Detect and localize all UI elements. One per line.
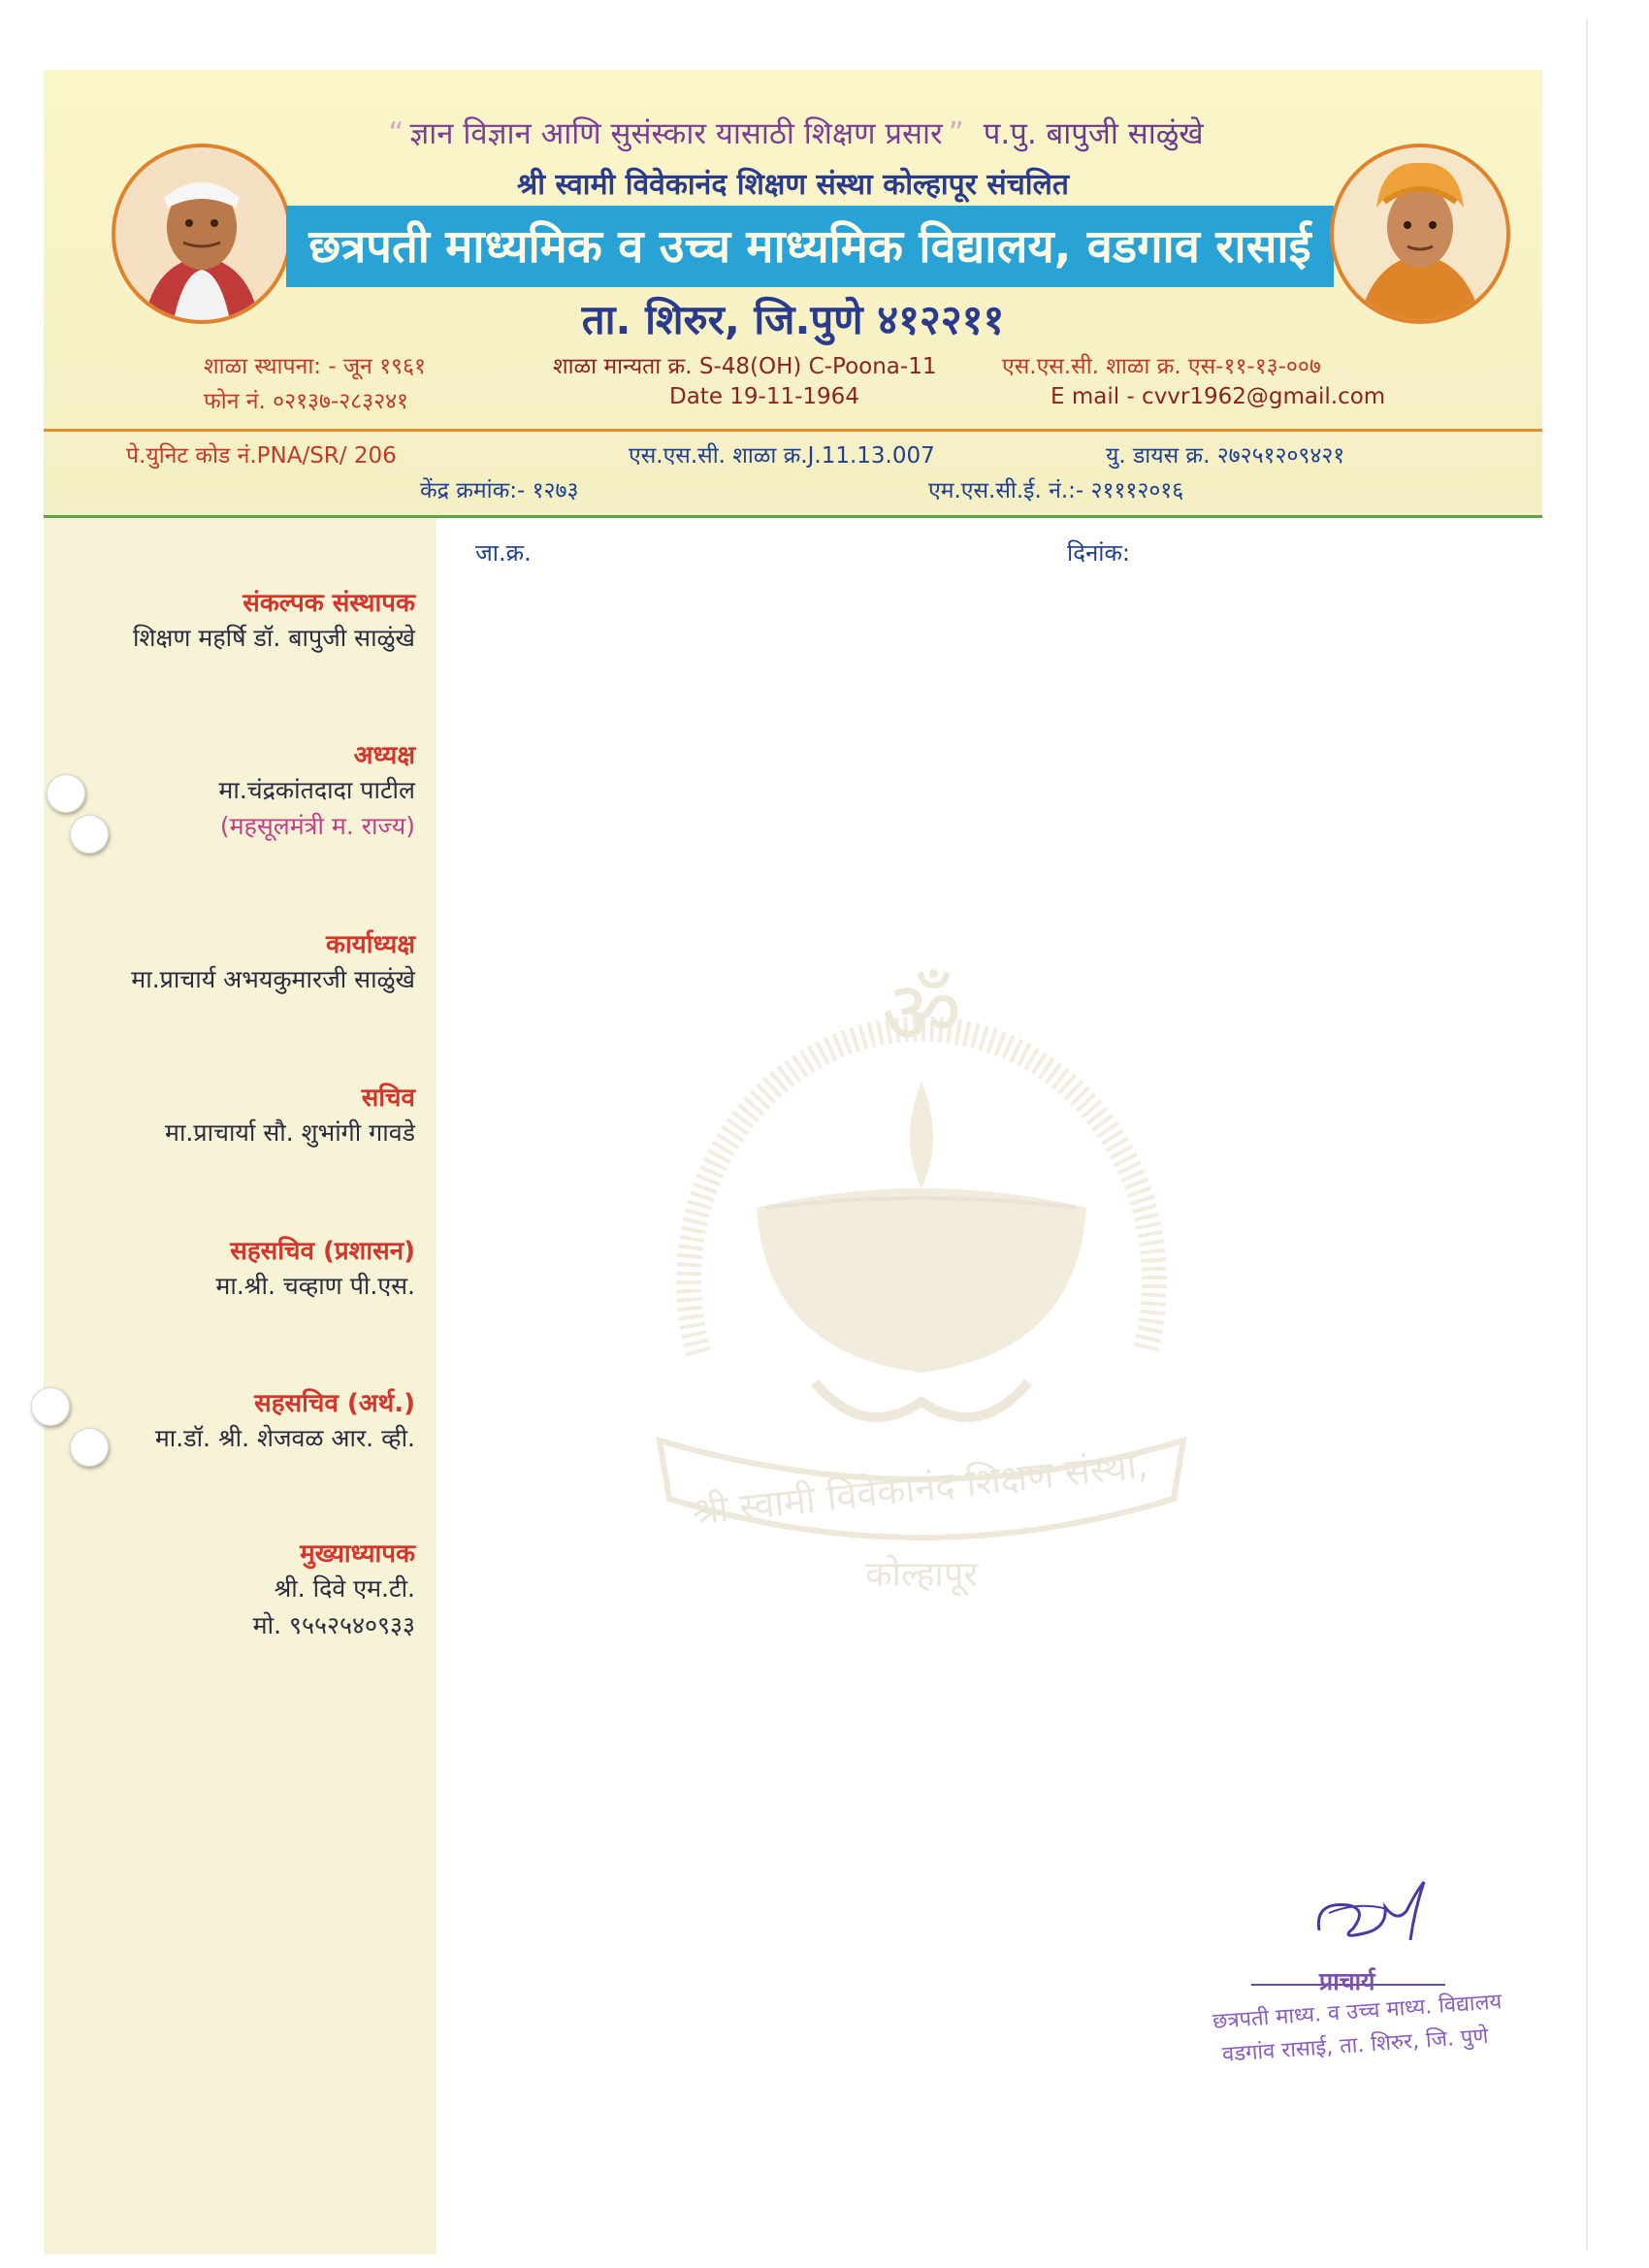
- motto: [44, 113, 1542, 153]
- punch-hole: [47, 774, 85, 813]
- msce-number: एम.एस.सी.ई. नं.:- २१११२०१६: [928, 478, 1184, 503]
- school-name-banner: [286, 206, 1334, 287]
- page-edge-shadow: [1586, 19, 1588, 2251]
- phone-number: फोन नं. ०२१३७-२८३२४१: [204, 389, 409, 414]
- principal-signature: [1310, 1872, 1445, 1960]
- motto-author: प.पु. बापुजी साळुंखे: [983, 116, 1204, 151]
- udise-number: यु. डायस क्र. २७२५१२०९४२१: [1106, 443, 1345, 469]
- person-president-title: (महसूलमंत्री म. राज्य): [219, 812, 415, 840]
- email-address: E mail - cvvr1962@gmail.com: [1051, 384, 1386, 409]
- school-address: ता. शिरुर, जि.पुणे ४१२२११: [581, 296, 1005, 343]
- role-joint-secretary-admin: सहसचिव (प्रशासन): [230, 1237, 415, 1266]
- ssc-school-number-2: एस.एस.सी. शाळा क्र.J.11.13.007: [629, 443, 935, 469]
- punch-hole: [31, 1387, 70, 1426]
- date-label: दिनांक:: [1067, 539, 1131, 567]
- letterhead: [44, 70, 1542, 518]
- motto-close-quote: ”: [948, 116, 964, 151]
- person-secretary: मा.प्राचार्या सौ. शुभांगी गावडे: [165, 1118, 415, 1147]
- stamp-school-name: छत्रपती माध्य. व उच्च माध्य. विद्यालय: [1212, 1990, 1503, 2034]
- recognition-date: Date 19-11-1964: [669, 384, 859, 409]
- role-working-president: कार्याध्यक्ष: [325, 930, 415, 959]
- reference-number-label: जा.क्र.: [475, 539, 532, 567]
- orange-divider: [44, 429, 1542, 432]
- principal-stamp: [1193, 1872, 1562, 2086]
- role-joint-secretary-finance: सहसचिव (अर्थ.): [254, 1389, 415, 1418]
- person-headmaster: श्री. दिवे एम.टी.: [274, 1574, 415, 1603]
- recognition-number: शाळा मान्यता क्र. S-48(OH) C-Poona-11: [553, 354, 937, 379]
- motto-open-quote: “: [388, 116, 404, 151]
- role-president: अध्यक्ष: [353, 741, 415, 770]
- person-joint-secretary-admin: मा.श्री. चव्हाण पी.एस.: [215, 1272, 415, 1300]
- role-headmaster: मुख्याध्यापक: [300, 1539, 415, 1569]
- watermark-city: कोल्हापूर: [864, 1555, 979, 1595]
- person-founder: शिक्षण महर्षि डॉ. बापुजी साळुंखे: [132, 624, 415, 652]
- institution-logo-watermark: [621, 897, 1222, 1654]
- watermark-ribbon-text: श्री स्वामी विवेकानंद शिक्षण संस्था,: [690, 1442, 1150, 1534]
- role-secretary: सचिव: [361, 1084, 415, 1113]
- om-symbol: ॐ: [881, 962, 962, 1064]
- stamp-school-address: वडगांव रासाई, ता. शिरुर, जि. पुणे: [1221, 2024, 1490, 2067]
- punch-hole: [70, 1428, 109, 1467]
- role-founder: संकल्पक संस्थापक: [242, 589, 415, 618]
- management-sidebar: [44, 518, 436, 2254]
- established-date: शाळा स्थापना: - जून १९६१: [204, 354, 426, 379]
- person-president: मा.चंद्रकांतदादा पाटील: [218, 776, 415, 804]
- person-joint-secretary-finance: मा.डॉ. श्री. शेजवळ आर. व्ही.: [154, 1424, 415, 1452]
- stamp-title: प्राचार्य: [1319, 1967, 1375, 1995]
- school-name: छत्रपती माध्यमिक व उच्च माध्यमिक विद्यालय, वडगाव रासाई: [308, 220, 1311, 274]
- trust-name: श्री स्वामी विवेकानंद शिक्षण संस्था कोल्हापूर संचलित: [517, 168, 1069, 202]
- headmaster-mobile: मो. ९५५२५४०९३३: [252, 1611, 415, 1639]
- punch-hole: [70, 815, 109, 854]
- unit-code: पे.युनिट कोड नं.PNA/SR/ 206: [126, 443, 397, 469]
- person-working-president: मा.प्राचार्य अभयकुमारजी साळुंखे: [131, 965, 415, 993]
- center-number: केंद्र क्रमांक:- १२७३: [420, 478, 579, 503]
- motto-text: ज्ञान विज्ञान आणि सुसंस्कार यासाठी शिक्षण प्रसार: [409, 116, 943, 151]
- ssc-school-number: एस.एस.सी. शाळा क्र. एस-११-१३-००७: [1002, 354, 1321, 379]
